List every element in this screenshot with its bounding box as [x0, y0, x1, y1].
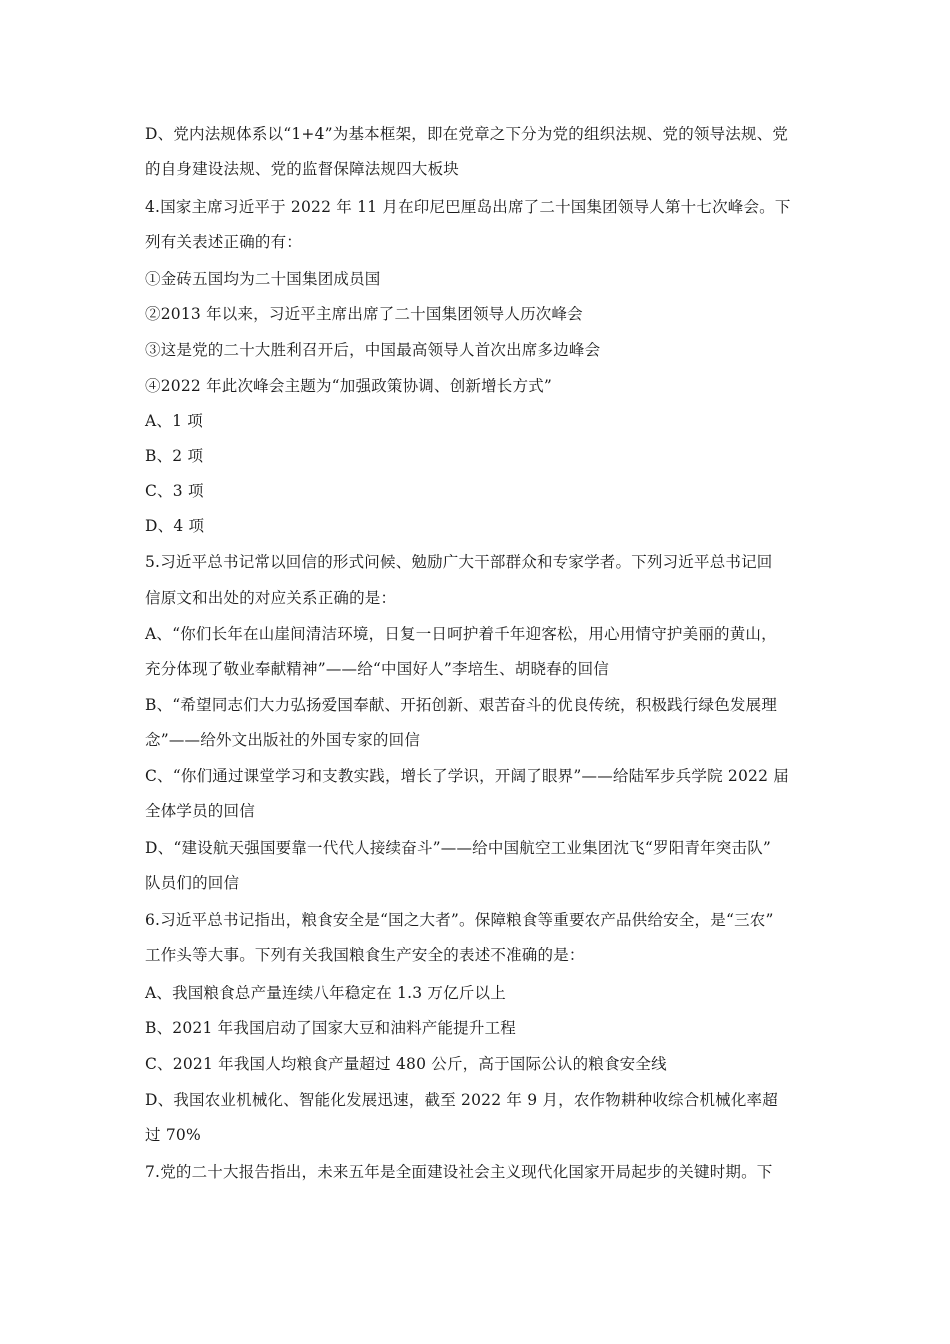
text-line: C、2021 年我国人均粮食产量超过 480 公斤，高于国际公认的粮食安全线	[145, 1055, 667, 1073]
text-line: 念”——给外文出版社的外国专家的回信	[145, 731, 421, 749]
text-line: B、2 项	[145, 447, 204, 465]
text-line: B、2021 年我国启动了国家大豆和油料产能提升工程	[145, 1019, 516, 1037]
text-line: A、“你们长年在山崖间清洁环境，日复一日呵护着千年迎客松，用心用情守护美丽的黄山，	[145, 625, 777, 643]
text-line: 过 70%	[145, 1126, 201, 1144]
text-line: 列有关表述正确的有：	[145, 233, 303, 251]
text-line: 工作头等大事。下列有关我国粮食生产安全的表述不准确的是：	[145, 946, 585, 964]
text-line: 7.党的二十大报告指出，未来五年是全面建设社会主义现代化国家开局起步的关键时期。下	[145, 1163, 773, 1181]
text-line: D、党内法规体系以“1+4”为基本框架，即在党章之下分为党的组织法规、党的领导法规、党	[145, 125, 789, 143]
text-line: ①金砖五国均为二十国集团成员国	[145, 270, 381, 288]
text-line: 4.国家主席习近平于 2022 年 11 月在印尼巴厘岛出席了二十国集团领导人第十七次峰会。下	[145, 198, 791, 216]
text-line: ②2013 年以来，习近平主席出席了二十国集团领导人历次峰会	[145, 305, 583, 323]
text-line: 信原文和出处的对应关系正确的是：	[145, 589, 397, 607]
text-line: ③这是党的二十大胜利召开后，中国最高领导人首次出席多边峰会	[145, 341, 601, 359]
text-line: D、4 项	[145, 517, 205, 535]
text-line: 的自身建设法规、党的监督保障法规四大板块	[145, 160, 460, 178]
text-line: 5.习近平总书记常以回信的形式问候、勉励广大干部群众和专家学者。下列习近平总书记回	[145, 553, 773, 571]
text-line: D、我国农业机械化、智能化发展迅速，截至 2022 年 9 月，农作物耕种收综合机械化率超	[145, 1091, 778, 1109]
text-line: 全体学员的回信	[145, 802, 255, 820]
text-line: C、“你们通过课堂学习和支教实践，增长了学识，开阔了眼界”——给陆军步兵学院 2022 届	[145, 767, 790, 785]
text-line: ④2022 年此次峰会主题为“加强政策协调、创新增长方式”	[145, 377, 553, 395]
text-line: B、“希望同志们大力弘扬爱国奉献、开拓创新、艰苦奋斗的优良传统，积极践行绿色发展理	[145, 696, 778, 714]
text-line: A、1 项	[145, 412, 203, 430]
text-line: 队员们的回信	[145, 874, 240, 892]
text-line: 充分体现了敬业奉献精神”——给“中国好人”李培生、胡晓春的回信	[145, 660, 609, 678]
text-line: D、“建设航天强国要靠一代代人接续奋斗”——给中国航空工业集团沈飞“罗阳青年突击队”	[145, 839, 772, 857]
text-line: A、我国粮食总产量连续八年稳定在 1.3 万亿斤以上	[145, 984, 506, 1002]
text-line: 6.习近平总书记指出，粮食安全是“国之大者”。保障粮食等重要农产品供给安全，是“三农”	[145, 911, 774, 929]
text-line: C、3 项	[145, 482, 204, 500]
